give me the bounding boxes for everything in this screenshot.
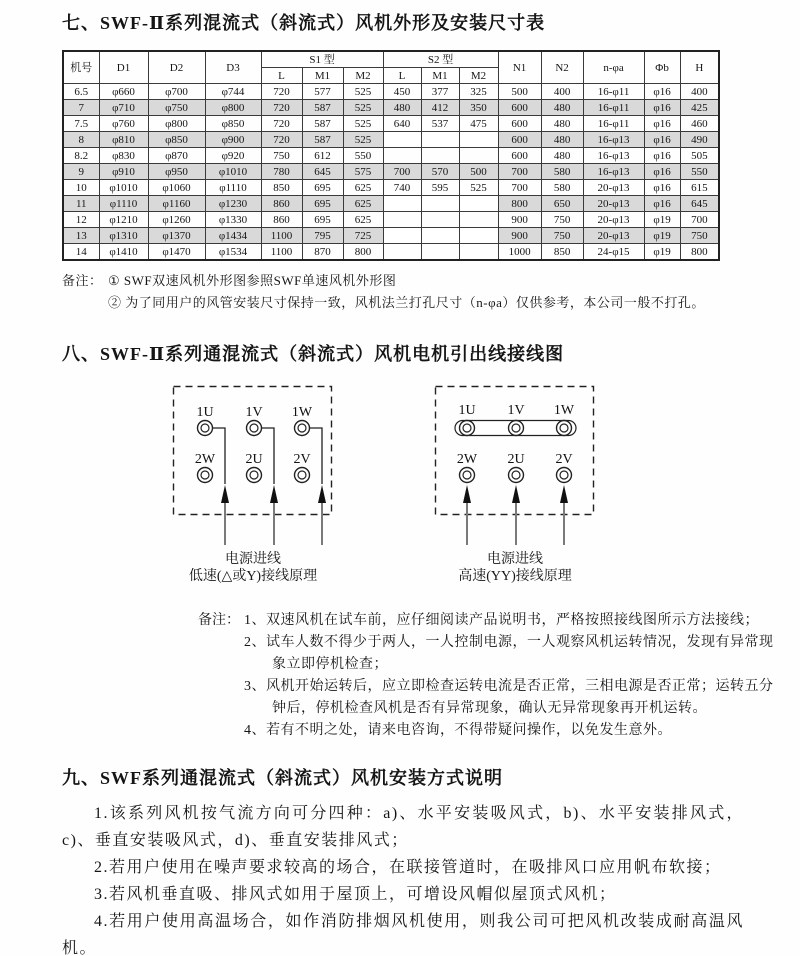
cell-n1: 600 xyxy=(498,148,541,164)
cell-s2-m1 xyxy=(421,196,459,212)
cell-h: 615 xyxy=(680,180,719,196)
table-row xyxy=(63,196,719,212)
cell-s2-l: 450 xyxy=(383,84,421,100)
caption-power-inlet: 电源进线 xyxy=(487,552,543,567)
cell-d1: φ830 xyxy=(99,148,148,164)
terminal-circle-inner xyxy=(298,471,306,479)
terminal-label-1u: 1U xyxy=(196,405,214,420)
cell-s2-m2 xyxy=(459,148,498,164)
cell-s2-m2 xyxy=(459,244,498,261)
wire-1w xyxy=(310,428,322,484)
cell-s2-l xyxy=(383,244,421,261)
cell-n1: 1000 xyxy=(498,244,541,261)
col-header-phi-b: Φb xyxy=(644,51,680,84)
arrow-up-icon xyxy=(318,485,326,503)
cell-jihao: 10 xyxy=(63,180,99,196)
terminal-circle-inner xyxy=(560,471,568,479)
arrow-up-icon xyxy=(221,485,229,503)
installation-paragraph: 3.若风机垂直吸、排风式如用于屋顶上，可增设风帽似屋顶式风机； xyxy=(94,886,617,903)
terminal-circle-inner xyxy=(463,471,471,479)
cell-s2-l: 700 xyxy=(383,164,421,180)
cell-s2-m1 xyxy=(421,228,459,244)
terminal-circle-inner xyxy=(298,424,306,432)
cell-s1-l: 1100 xyxy=(261,228,302,244)
cell-d2: φ750 xyxy=(148,100,205,116)
cell-s2-m1 xyxy=(421,212,459,228)
terminal-label-2v: 2V xyxy=(555,452,573,467)
cell-s2-l xyxy=(383,212,421,228)
cell-d2: φ1370 xyxy=(148,228,205,244)
cell-jihao: 8.2 xyxy=(63,148,99,164)
cell-s1-m2: 625 xyxy=(343,212,383,228)
cell-jihao: 14 xyxy=(63,244,99,261)
terminal-circle-inner xyxy=(512,424,520,432)
cell-s1-m2: 525 xyxy=(343,100,383,116)
col-header-n1: N1 xyxy=(498,51,541,84)
terminal-circle-inner xyxy=(250,471,258,479)
power-arrow-icons xyxy=(221,485,326,545)
cell-s1-m1: 695 xyxy=(302,212,343,228)
col-header-h: H xyxy=(680,51,719,84)
high-speed-diagram-drawing xyxy=(434,385,596,548)
bottom-terminals xyxy=(198,468,310,483)
cell-n-phi-a: 16-φ13 xyxy=(583,132,644,148)
low-speed-caption xyxy=(172,551,334,585)
table-body xyxy=(63,84,719,261)
cell-d3: φ900 xyxy=(205,132,261,148)
cell-n1: 900 xyxy=(498,212,541,228)
cell-phi-b: φ16 xyxy=(644,164,680,180)
col-header-d2: D2 xyxy=(148,51,205,84)
cell-s1-m2: 725 xyxy=(343,228,383,244)
caption-wiring-principle: 高速(YY)接线原理 xyxy=(458,569,572,584)
cell-s2-m1: 412 xyxy=(421,100,459,116)
cell-s2-m1: 537 xyxy=(421,116,459,132)
installation-paragraph: 1.该系列风机按气流方向可分四种：a)、水平安装吸风式，b)、水平安装排风式，c)、垂直安装吸风式，d)、垂直安装排风式； xyxy=(62,805,744,849)
cell-d1: φ1010 xyxy=(99,180,148,196)
cell-s2-m1 xyxy=(421,148,459,164)
cell-s1-l: 720 xyxy=(261,132,302,148)
terminal-label-1w: 1W xyxy=(291,405,313,420)
cell-phi-b: φ19 xyxy=(644,228,680,244)
col-header-jihao: 机号 xyxy=(63,51,99,84)
cell-s1-l: 860 xyxy=(261,212,302,228)
cell-d1: φ810 xyxy=(99,132,148,148)
remarks-list xyxy=(244,610,774,742)
cell-phi-b: φ16 xyxy=(644,180,680,196)
cell-h: 800 xyxy=(680,244,719,261)
cell-n1: 600 xyxy=(498,100,541,116)
high-speed-caption xyxy=(434,551,596,585)
cell-n1: 800 xyxy=(498,196,541,212)
cell-jihao: 6.5 xyxy=(63,84,99,100)
cell-s1-m2: 800 xyxy=(343,244,383,261)
terminal-label-1v: 1V xyxy=(245,405,263,420)
cell-phi-b: φ16 xyxy=(644,148,680,164)
cell-n-phi-a: 20-φ13 xyxy=(583,196,644,212)
cell-n2: 480 xyxy=(541,132,583,148)
table-row xyxy=(63,228,719,244)
col-header-s2-m2: M2 xyxy=(459,68,498,84)
cell-phi-b: φ16 xyxy=(644,100,680,116)
cell-s1-m1: 695 xyxy=(302,196,343,212)
cell-s1-m2: 625 xyxy=(343,180,383,196)
cell-d3: φ1434 xyxy=(205,228,261,244)
arrow-up-icon xyxy=(270,485,278,503)
cell-d2: φ1470 xyxy=(148,244,205,261)
cell-d3: φ920 xyxy=(205,148,261,164)
cell-d1: φ710 xyxy=(99,100,148,116)
col-header-n2: N2 xyxy=(541,51,583,84)
terminal-circle-inner xyxy=(250,424,258,432)
cell-d2: φ950 xyxy=(148,164,205,180)
cell-n1: 600 xyxy=(498,116,541,132)
cell-s2-m2: 350 xyxy=(459,100,498,116)
arrow-up-icon xyxy=(512,485,520,503)
table-row xyxy=(63,244,719,261)
cell-s2-m1: 595 xyxy=(421,180,459,196)
cell-s1-m2: 525 xyxy=(343,116,383,132)
arrow-up-icon xyxy=(463,485,471,503)
terminal-label-2w: 2W xyxy=(456,452,478,467)
col-header-s1-l: L xyxy=(261,68,302,84)
table-row xyxy=(63,116,719,132)
cell-s1-m1: 577 xyxy=(302,84,343,100)
low-speed-wiring-diagram xyxy=(172,385,334,585)
cell-d3: φ850 xyxy=(205,116,261,132)
cell-d2: φ700 xyxy=(148,84,205,100)
cell-phi-b: φ16 xyxy=(644,132,680,148)
table-row xyxy=(63,180,719,196)
footnote-item: ② 为了同用户的风管安装尺寸保持一致，风机法兰打孔尺寸（n-φa）仅供参考，本公司一般不打孔。 xyxy=(108,295,705,310)
cell-s2-m2 xyxy=(459,212,498,228)
col-header-d3: D3 xyxy=(205,51,261,84)
cell-s1-m1: 612 xyxy=(302,148,343,164)
cell-s2-l: 640 xyxy=(383,116,421,132)
cell-n1: 600 xyxy=(498,132,541,148)
cell-d3: φ1230 xyxy=(205,196,261,212)
cell-d1: φ910 xyxy=(99,164,148,180)
cell-s2-l xyxy=(383,132,421,148)
cell-n2: 580 xyxy=(541,180,583,196)
cell-s1-m1: 870 xyxy=(302,244,343,261)
cell-n1: 700 xyxy=(498,180,541,196)
cell-d2: φ1160 xyxy=(148,196,205,212)
cell-jihao: 11 xyxy=(63,196,99,212)
cell-d1: φ1410 xyxy=(99,244,148,261)
cell-s1-m2: 525 xyxy=(343,84,383,100)
cell-n-phi-a: 24-φ15 xyxy=(583,244,644,261)
terminal-label-2u: 2U xyxy=(507,452,525,467)
low-speed-diagram-drawing xyxy=(172,385,334,548)
cell-n-phi-a: 16-φ11 xyxy=(583,84,644,100)
cell-n-phi-a: 16-φ11 xyxy=(583,100,644,116)
cell-s1-l: 860 xyxy=(261,196,302,212)
cell-d2: φ1260 xyxy=(148,212,205,228)
terminal-circle-inner xyxy=(512,471,520,479)
cell-s2-m1: 570 xyxy=(421,164,459,180)
installation-notes xyxy=(62,800,744,956)
cell-h: 550 xyxy=(680,164,719,180)
cell-h: 400 xyxy=(680,84,719,100)
cell-s1-m1: 695 xyxy=(302,180,343,196)
section7-title: 七、SWF-Ⅱ系列混流式（斜流式）风机外形及安装尺寸表 xyxy=(62,13,546,33)
installation-paragraph: 4.若用户使用高温场合，如作消防排烟风机使用，则我公司可把风机改装成耐高温风机。 xyxy=(62,913,744,956)
cell-n-phi-a: 20-φ13 xyxy=(583,228,644,244)
cell-h: 425 xyxy=(680,100,719,116)
cell-h: 645 xyxy=(680,196,719,212)
terminal-circle-inner xyxy=(201,424,209,432)
cell-n-phi-a: 16-φ11 xyxy=(583,116,644,132)
cell-s2-m2: 325 xyxy=(459,84,498,100)
cell-n1: 900 xyxy=(498,228,541,244)
cell-jihao: 8 xyxy=(63,132,99,148)
cell-n2: 480 xyxy=(541,100,583,116)
cell-h: 750 xyxy=(680,228,719,244)
col-header-s2-m1: M1 xyxy=(421,68,459,84)
cell-d3: φ1110 xyxy=(205,180,261,196)
cell-s1-m2: 625 xyxy=(343,196,383,212)
terminal-circle-inner xyxy=(463,424,471,432)
cell-s1-l: 850 xyxy=(261,180,302,196)
cell-s1-m2: 525 xyxy=(343,132,383,148)
installation-paragraph: 2.若用户使用在噪声要求较高的场合，在联接管道时，在吸排风口应用帆布软接； xyxy=(94,859,722,876)
cell-s2-m2: 500 xyxy=(459,164,498,180)
cell-s2-m1 xyxy=(421,132,459,148)
terminal-label-1w: 1W xyxy=(553,403,575,418)
cell-d2: φ870 xyxy=(148,148,205,164)
table-row xyxy=(63,212,719,228)
cell-d3: φ800 xyxy=(205,100,261,116)
cell-s2-l xyxy=(383,228,421,244)
table-row xyxy=(63,132,719,148)
cell-h: 460 xyxy=(680,116,719,132)
table-row xyxy=(63,84,719,100)
cell-s1-l: 750 xyxy=(261,148,302,164)
section9-title: 九、SWF系列通混流式（斜流式）风机安装方式说明 xyxy=(62,768,504,788)
footnotes-label: 备注： xyxy=(62,273,103,288)
cell-s1-m1: 645 xyxy=(302,164,343,180)
cell-n2: 480 xyxy=(541,116,583,132)
cell-d3: φ1010 xyxy=(205,164,261,180)
cell-n1: 500 xyxy=(498,84,541,100)
table-row xyxy=(63,148,719,164)
section8-title: 八、SWF-Ⅱ系列通混流式（斜流式）风机电机引出线接线图 xyxy=(62,344,565,364)
cell-n-phi-a: 16-φ13 xyxy=(583,164,644,180)
cell-h: 700 xyxy=(680,212,719,228)
col-header-s1: S1 型 xyxy=(261,51,383,68)
col-header-d1: D1 xyxy=(99,51,148,84)
cell-n2: 850 xyxy=(541,244,583,261)
cell-s2-m2 xyxy=(459,228,498,244)
table-header xyxy=(63,51,719,84)
footnotes-list xyxy=(108,270,756,314)
remark-item: 3、风机开始运转后，应立即检查运转电流是否正常，三相电源是否正常；运转五分钟后，停机检查风机是否有异常现象，确认无异常现象再开机运转。 xyxy=(244,679,774,716)
cell-n-phi-a: 20-φ13 xyxy=(583,180,644,196)
remark-item: 1、双速风机在试车前，应仔细阅读产品说明书，严格按照接线图所示方法接线； xyxy=(244,613,759,628)
cell-s1-m2: 550 xyxy=(343,148,383,164)
col-header-s2-l: L xyxy=(383,68,421,84)
table-row xyxy=(63,100,719,116)
footnote-item: ① SWF双速风机外形图参照SWF单速风机外形图 xyxy=(108,273,397,288)
remark-item: 2、试车人数不得少于两人，一人控制电源，一人观察风机运转情况，发现有异常现象立即停机检查； xyxy=(244,635,774,672)
cell-d3: φ744 xyxy=(205,84,261,100)
cell-s2-m2: 525 xyxy=(459,180,498,196)
col-header-s1-m1: M1 xyxy=(302,68,343,84)
terminal-label-2u: 2U xyxy=(245,452,263,467)
cell-s1-l: 720 xyxy=(261,84,302,100)
cell-d1: φ760 xyxy=(99,116,148,132)
col-header-s2: S2 型 xyxy=(383,51,498,68)
cell-s1-l: 720 xyxy=(261,116,302,132)
cell-d2: φ800 xyxy=(148,116,205,132)
cell-phi-b: φ16 xyxy=(644,84,680,100)
cell-jihao: 9 xyxy=(63,164,99,180)
cell-n2: 580 xyxy=(541,164,583,180)
cell-s1-m1: 795 xyxy=(302,228,343,244)
cell-n2: 750 xyxy=(541,212,583,228)
cell-d1: φ1310 xyxy=(99,228,148,244)
cell-d2: φ1060 xyxy=(148,180,205,196)
bottom-terminals xyxy=(460,468,572,483)
cell-s1-l: 1100 xyxy=(261,244,302,261)
cell-s2-m1 xyxy=(421,244,459,261)
cell-s1-l: 780 xyxy=(261,164,302,180)
cell-n2: 480 xyxy=(541,148,583,164)
col-header-n-phi-a: n-φa xyxy=(583,51,644,84)
cell-h: 505 xyxy=(680,148,719,164)
high-speed-wiring-diagram xyxy=(434,385,596,585)
cell-s2-l xyxy=(383,148,421,164)
cell-d1: φ1210 xyxy=(99,212,148,228)
remarks-label: 备注： xyxy=(198,613,240,628)
cell-jihao: 7.5 xyxy=(63,116,99,132)
cell-n-phi-a: 20-φ13 xyxy=(583,212,644,228)
wiring-diagrams xyxy=(172,385,800,585)
cell-n2: 750 xyxy=(541,228,583,244)
cell-s2-m1: 377 xyxy=(421,84,459,100)
cell-d3: φ1330 xyxy=(205,212,261,228)
terminal-label-2w: 2W xyxy=(194,452,216,467)
cell-s2-l: 740 xyxy=(383,180,421,196)
wiring-remarks xyxy=(198,610,774,742)
fan-dimensions-table xyxy=(62,50,720,261)
terminal-label-1v: 1V xyxy=(507,403,525,418)
col-header-s1-m2: M2 xyxy=(343,68,383,84)
wire-1v xyxy=(262,428,274,484)
cell-d1: φ660 xyxy=(99,84,148,100)
cell-s2-m2 xyxy=(459,196,498,212)
cell-jihao: 13 xyxy=(63,228,99,244)
cell-d2: φ850 xyxy=(148,132,205,148)
table-row xyxy=(63,164,719,180)
cell-jihao: 12 xyxy=(63,212,99,228)
cell-n-phi-a: 16-φ13 xyxy=(583,148,644,164)
cell-h: 490 xyxy=(680,132,719,148)
terminal-label-2v: 2V xyxy=(293,452,311,467)
cell-n2: 650 xyxy=(541,196,583,212)
cell-jihao: 7 xyxy=(63,100,99,116)
cell-s2-m2 xyxy=(459,132,498,148)
cell-s1-m2: 575 xyxy=(343,164,383,180)
cell-s1-m1: 587 xyxy=(302,116,343,132)
terminal-label-1u: 1U xyxy=(458,403,476,418)
cell-phi-b: φ19 xyxy=(644,212,680,228)
cell-s1-m1: 587 xyxy=(302,132,343,148)
cell-phi-b: φ16 xyxy=(644,196,680,212)
remark-item: 4、若有不明之处，请来电咨询，不得带疑问操作，以免发生意外。 xyxy=(244,723,672,738)
terminal-circle-inner xyxy=(201,471,209,479)
cell-s2-l xyxy=(383,196,421,212)
cell-phi-b: φ19 xyxy=(644,244,680,261)
cell-s2-l: 480 xyxy=(383,100,421,116)
arrow-up-icon xyxy=(560,485,568,503)
cell-n1: 700 xyxy=(498,164,541,180)
caption-wiring-principle: 低速(△或Y)接线原理 xyxy=(188,569,318,584)
cell-s2-m2: 475 xyxy=(459,116,498,132)
terminal-circle-inner xyxy=(560,424,568,432)
table-footnotes xyxy=(62,270,756,314)
cell-s1-l: 720 xyxy=(261,100,302,116)
cell-d1: φ1110 xyxy=(99,196,148,212)
cell-s1-m1: 587 xyxy=(302,100,343,116)
caption-power-inlet: 电源进线 xyxy=(225,552,281,567)
cell-d3: φ1534 xyxy=(205,244,261,261)
cell-phi-b: φ16 xyxy=(644,116,680,132)
cell-n2: 400 xyxy=(541,84,583,100)
